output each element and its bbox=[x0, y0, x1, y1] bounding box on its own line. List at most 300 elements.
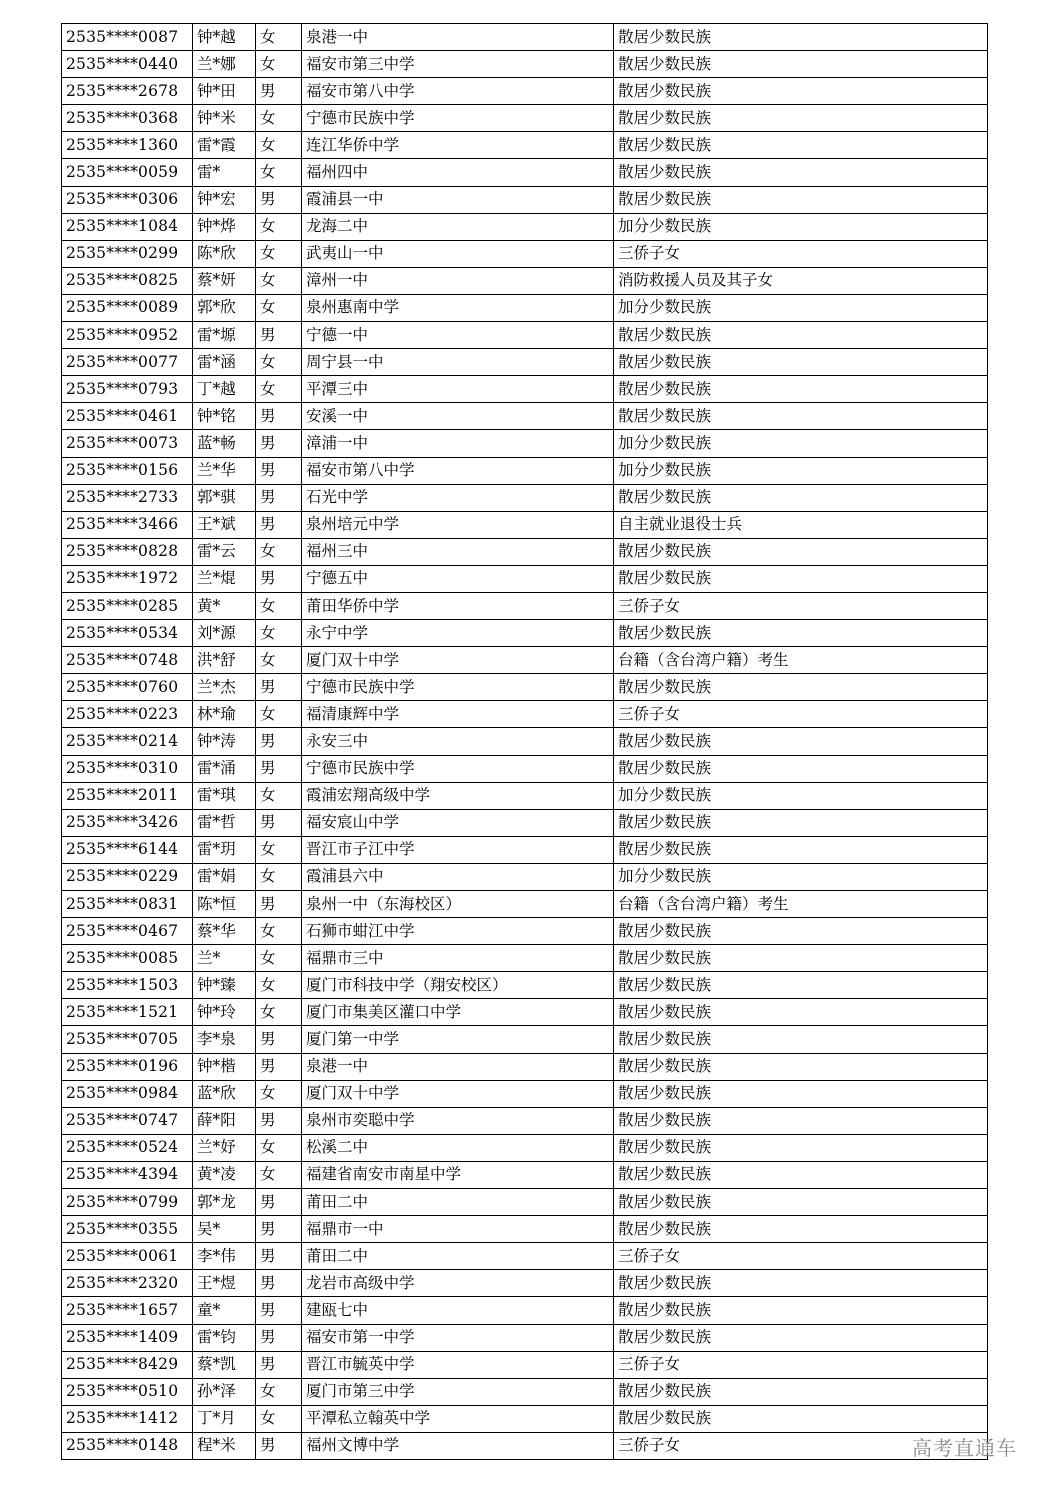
category-cell: 散居少数民族 bbox=[614, 945, 988, 972]
student-name-cell: 王*斌 bbox=[193, 511, 256, 538]
category-cell: 三侨子女 bbox=[614, 592, 988, 619]
gender-cell: 女 bbox=[256, 349, 302, 376]
exam-id-cell: 2535****0705 bbox=[62, 1026, 193, 1053]
student-name-cell: 郭*骐 bbox=[193, 484, 256, 511]
exam-id-cell: 2535****1409 bbox=[62, 1324, 193, 1351]
exam-id-cell: 2535****0984 bbox=[62, 1080, 193, 1107]
student-name-cell: 钟*烨 bbox=[193, 213, 256, 240]
student-name-cell: 钟*铭 bbox=[193, 403, 256, 430]
gender-cell: 女 bbox=[256, 159, 302, 186]
exam-id-cell: 2535****2733 bbox=[62, 484, 193, 511]
gender-cell: 女 bbox=[256, 592, 302, 619]
exam-id-cell: 2535****0196 bbox=[62, 1053, 193, 1080]
school-cell: 福州文博中学 bbox=[302, 1432, 614, 1459]
gender-cell: 男 bbox=[256, 322, 302, 349]
gender-cell: 女 bbox=[256, 376, 302, 403]
table-row bbox=[62, 674, 988, 701]
student-name-cell: 兰*焜 bbox=[193, 565, 256, 592]
school-cell: 泉港一中 bbox=[302, 1053, 614, 1080]
category-cell: 散居少数民族 bbox=[614, 1270, 988, 1297]
student-name-cell: 李*泉 bbox=[193, 1026, 256, 1053]
exam-id-cell: 2535****0760 bbox=[62, 674, 193, 701]
exam-id-cell: 2535****0077 bbox=[62, 349, 193, 376]
exam-id-cell: 2535****0310 bbox=[62, 755, 193, 782]
category-cell: 三侨子女 bbox=[614, 1432, 988, 1459]
table-row bbox=[62, 78, 988, 105]
school-cell: 晋江市子江中学 bbox=[302, 836, 614, 863]
watermark-text: 高考直通车 bbox=[912, 1436, 1017, 1460]
table-row bbox=[62, 1351, 988, 1378]
gender-cell: 男 bbox=[256, 1270, 302, 1297]
category-cell: 散居少数民族 bbox=[614, 620, 988, 647]
school-cell: 泉州市奕聪中学 bbox=[302, 1107, 614, 1134]
table-row bbox=[62, 1270, 988, 1297]
table-row bbox=[62, 1107, 988, 1134]
category-cell: 加分少数民族 bbox=[614, 213, 988, 240]
student-name-cell: 陈*恒 bbox=[193, 891, 256, 918]
table-row bbox=[62, 701, 988, 728]
gender-cell: 男 bbox=[256, 755, 302, 782]
category-cell: 散居少数民族 bbox=[614, 376, 988, 403]
student-name-cell: 钟*田 bbox=[193, 78, 256, 105]
table-row bbox=[62, 1297, 988, 1324]
category-cell: 台籍（含台湾户籍）考生 bbox=[614, 891, 988, 918]
category-cell: 散居少数民族 bbox=[614, 78, 988, 105]
gender-cell: 男 bbox=[256, 1243, 302, 1270]
table-row bbox=[62, 1405, 988, 1432]
table-row bbox=[62, 1216, 988, 1243]
student-name-cell: 雷*塬 bbox=[193, 322, 256, 349]
exam-id-cell: 2535****1521 bbox=[62, 999, 193, 1026]
category-cell: 三侨子女 bbox=[614, 1351, 988, 1378]
exam-id-cell: 2535****0087 bbox=[62, 24, 193, 51]
school-cell: 漳州一中 bbox=[302, 267, 614, 294]
gender-cell: 男 bbox=[256, 1432, 302, 1459]
student-name-cell: 兰*华 bbox=[193, 457, 256, 484]
student-name-cell: 钟*臻 bbox=[193, 972, 256, 999]
exam-id-cell: 2535****1657 bbox=[62, 1297, 193, 1324]
exam-id-cell: 2535****0467 bbox=[62, 918, 193, 945]
student-name-cell: 蔡*妍 bbox=[193, 267, 256, 294]
student-name-cell: 钟*越 bbox=[193, 24, 256, 51]
exam-id-cell: 2535****0223 bbox=[62, 701, 193, 728]
gender-cell: 女 bbox=[256, 782, 302, 809]
gender-cell: 男 bbox=[256, 457, 302, 484]
school-cell: 福州三中 bbox=[302, 538, 614, 565]
school-cell: 宁德市民族中学 bbox=[302, 105, 614, 132]
student-name-cell: 雷* bbox=[193, 159, 256, 186]
category-cell: 散居少数民族 bbox=[614, 1161, 988, 1188]
exam-id-cell: 2535****0285 bbox=[62, 592, 193, 619]
table-row bbox=[62, 294, 988, 321]
school-cell: 泉州惠南中学 bbox=[302, 294, 614, 321]
student-name-cell: 薛*阳 bbox=[193, 1107, 256, 1134]
school-cell: 厦门市科技中学（翔安校区） bbox=[302, 972, 614, 999]
school-cell: 连江华侨中学 bbox=[302, 132, 614, 159]
student-name-cell: 蓝*欣 bbox=[193, 1080, 256, 1107]
school-cell: 漳浦一中 bbox=[302, 430, 614, 457]
category-cell: 散居少数民族 bbox=[614, 755, 988, 782]
table-row bbox=[62, 1324, 988, 1351]
table-row bbox=[62, 999, 988, 1026]
category-cell: 散居少数民族 bbox=[614, 1134, 988, 1161]
exam-id-cell: 2535****1972 bbox=[62, 565, 193, 592]
category-cell: 散居少数民族 bbox=[614, 728, 988, 755]
table-row bbox=[62, 457, 988, 484]
exam-id-cell: 2535****6144 bbox=[62, 836, 193, 863]
exam-id-cell: 2535****0828 bbox=[62, 538, 193, 565]
exam-id-cell: 2535****0073 bbox=[62, 430, 193, 457]
student-name-cell: 雷*玥 bbox=[193, 836, 256, 863]
table-row bbox=[62, 1026, 988, 1053]
exam-id-cell: 2535****0799 bbox=[62, 1189, 193, 1216]
exam-id-cell: 2535****0440 bbox=[62, 51, 193, 78]
exam-id-cell: 2535****1503 bbox=[62, 972, 193, 999]
category-cell: 散居少数民族 bbox=[614, 538, 988, 565]
category-cell: 散居少数民族 bbox=[614, 349, 988, 376]
school-cell: 平潭私立翰英中学 bbox=[302, 1405, 614, 1432]
exam-id-cell: 2535****1084 bbox=[62, 213, 193, 240]
category-cell: 散居少数民族 bbox=[614, 1216, 988, 1243]
category-cell: 散居少数民族 bbox=[614, 1405, 988, 1432]
school-cell: 厦门市集美区灌口中学 bbox=[302, 999, 614, 1026]
exam-id-cell: 2535****8429 bbox=[62, 1351, 193, 1378]
student-name-cell: 洪*舒 bbox=[193, 647, 256, 674]
exam-id-cell: 2535****0952 bbox=[62, 322, 193, 349]
category-cell: 散居少数民族 bbox=[614, 836, 988, 863]
gender-cell: 女 bbox=[256, 51, 302, 78]
student-name-cell: 兰*娜 bbox=[193, 51, 256, 78]
student-name-cell: 陈*欣 bbox=[193, 240, 256, 267]
exam-id-cell: 2535****0831 bbox=[62, 891, 193, 918]
school-cell: 福安市第八中学 bbox=[302, 78, 614, 105]
school-cell: 厦门双十中学 bbox=[302, 1080, 614, 1107]
table-row bbox=[62, 1378, 988, 1405]
gender-cell: 女 bbox=[256, 132, 302, 159]
category-cell: 散居少数民族 bbox=[614, 972, 988, 999]
school-cell: 永宁中学 bbox=[302, 620, 614, 647]
category-cell: 三侨子女 bbox=[614, 1243, 988, 1270]
school-cell: 宁德市民族中学 bbox=[302, 674, 614, 701]
table-row bbox=[62, 105, 988, 132]
category-cell: 散居少数民族 bbox=[614, 1297, 988, 1324]
student-name-cell: 兰*杰 bbox=[193, 674, 256, 701]
table-row bbox=[62, 755, 988, 782]
gender-cell: 男 bbox=[256, 511, 302, 538]
gender-cell: 男 bbox=[256, 1324, 302, 1351]
gender-cell: 女 bbox=[256, 213, 302, 240]
category-cell: 台籍（含台湾户籍）考生 bbox=[614, 647, 988, 674]
exam-id-cell: 2535****0061 bbox=[62, 1243, 193, 1270]
student-name-cell: 雷*云 bbox=[193, 538, 256, 565]
gender-cell: 女 bbox=[256, 1378, 302, 1405]
gender-cell: 男 bbox=[256, 891, 302, 918]
table-row bbox=[62, 1053, 988, 1080]
exam-id-cell: 2535****2011 bbox=[62, 782, 193, 809]
gender-cell: 女 bbox=[256, 1405, 302, 1432]
table-row bbox=[62, 863, 988, 890]
table-row bbox=[62, 159, 988, 186]
category-cell: 散居少数民族 bbox=[614, 565, 988, 592]
table-row bbox=[62, 918, 988, 945]
student-name-cell: 雷*钧 bbox=[193, 1324, 256, 1351]
student-name-cell: 雷*琪 bbox=[193, 782, 256, 809]
student-name-cell: 郭*龙 bbox=[193, 1189, 256, 1216]
student-roster-table bbox=[61, 23, 988, 1460]
exam-id-cell: 2535****0461 bbox=[62, 403, 193, 430]
exam-id-cell: 2535****0524 bbox=[62, 1134, 193, 1161]
gender-cell: 女 bbox=[256, 918, 302, 945]
category-cell: 散居少数民族 bbox=[614, 403, 988, 430]
gender-cell: 男 bbox=[256, 186, 302, 213]
gender-cell: 女 bbox=[256, 1161, 302, 1188]
exam-id-cell: 2535****0299 bbox=[62, 240, 193, 267]
category-cell: 散居少数民族 bbox=[614, 1053, 988, 1080]
school-cell: 福安市第八中学 bbox=[302, 457, 614, 484]
school-cell: 莆田华侨中学 bbox=[302, 592, 614, 619]
exam-id-cell: 2535****0148 bbox=[62, 1432, 193, 1459]
gender-cell: 女 bbox=[256, 972, 302, 999]
school-cell: 霞浦宏翔高级中学 bbox=[302, 782, 614, 809]
table-row bbox=[62, 403, 988, 430]
gender-cell: 女 bbox=[256, 863, 302, 890]
school-cell: 武夷山一中 bbox=[302, 240, 614, 267]
table-row bbox=[62, 1161, 988, 1188]
category-cell: 加分少数民族 bbox=[614, 457, 988, 484]
student-name-cell: 兰* bbox=[193, 945, 256, 972]
category-cell: 散居少数民族 bbox=[614, 132, 988, 159]
exam-id-cell: 2535****2320 bbox=[62, 1270, 193, 1297]
school-cell: 晋江市毓英中学 bbox=[302, 1351, 614, 1378]
student-name-cell: 钟*玲 bbox=[193, 999, 256, 1026]
student-name-cell: 吴* bbox=[193, 1216, 256, 1243]
school-cell: 周宁县一中 bbox=[302, 349, 614, 376]
school-cell: 福鼎市三中 bbox=[302, 945, 614, 972]
category-cell: 散居少数民族 bbox=[614, 484, 988, 511]
category-cell: 消防救援人员及其子女 bbox=[614, 267, 988, 294]
roster-body bbox=[62, 24, 988, 1460]
category-cell: 散居少数民族 bbox=[614, 105, 988, 132]
exam-id-cell: 2535****1412 bbox=[62, 1405, 193, 1432]
gender-cell: 女 bbox=[256, 267, 302, 294]
gender-cell: 男 bbox=[256, 1026, 302, 1053]
student-name-cell: 雷*娟 bbox=[193, 863, 256, 890]
table-row bbox=[62, 620, 988, 647]
gender-cell: 女 bbox=[256, 105, 302, 132]
exam-id-cell: 2535****4394 bbox=[62, 1161, 193, 1188]
table-row bbox=[62, 647, 988, 674]
category-cell: 散居少数民族 bbox=[614, 1324, 988, 1351]
student-name-cell: 蓝*畅 bbox=[193, 430, 256, 457]
exam-id-cell: 2535****0214 bbox=[62, 728, 193, 755]
table-row bbox=[62, 24, 988, 51]
table-row bbox=[62, 1189, 988, 1216]
exam-id-cell: 2535****0825 bbox=[62, 267, 193, 294]
school-cell: 龙岩市高级中学 bbox=[302, 1270, 614, 1297]
gender-cell: 男 bbox=[256, 1351, 302, 1378]
table-row bbox=[62, 1080, 988, 1107]
table-row bbox=[62, 186, 988, 213]
table-row bbox=[62, 213, 988, 240]
gender-cell: 女 bbox=[256, 945, 302, 972]
gender-cell: 女 bbox=[256, 538, 302, 565]
gender-cell: 女 bbox=[256, 836, 302, 863]
student-name-cell: 孙*泽 bbox=[193, 1378, 256, 1405]
table-row bbox=[62, 132, 988, 159]
student-name-cell: 丁*月 bbox=[193, 1405, 256, 1432]
school-cell: 厦门双十中学 bbox=[302, 647, 614, 674]
school-cell: 建瓯七中 bbox=[302, 1297, 614, 1324]
exam-id-cell: 2535****0306 bbox=[62, 186, 193, 213]
category-cell: 散居少数民族 bbox=[614, 1080, 988, 1107]
student-name-cell: 黄* bbox=[193, 592, 256, 619]
school-cell: 安溪一中 bbox=[302, 403, 614, 430]
exam-id-cell: 2535****0534 bbox=[62, 620, 193, 647]
category-cell: 三侨子女 bbox=[614, 240, 988, 267]
gender-cell: 男 bbox=[256, 403, 302, 430]
gender-cell: 男 bbox=[256, 1107, 302, 1134]
student-name-cell: 钟*楷 bbox=[193, 1053, 256, 1080]
table-row bbox=[62, 592, 988, 619]
table-row bbox=[62, 538, 988, 565]
gender-cell: 男 bbox=[256, 1216, 302, 1243]
table-row bbox=[62, 565, 988, 592]
table-row bbox=[62, 267, 988, 294]
school-cell: 宁德五中 bbox=[302, 565, 614, 592]
student-name-cell: 王*煜 bbox=[193, 1270, 256, 1297]
category-cell: 散居少数民族 bbox=[614, 809, 988, 836]
gender-cell: 女 bbox=[256, 24, 302, 51]
category-cell: 散居少数民族 bbox=[614, 322, 988, 349]
school-cell: 福州四中 bbox=[302, 159, 614, 186]
exam-id-cell: 2535****3466 bbox=[62, 511, 193, 538]
exam-id-cell: 2535****0156 bbox=[62, 457, 193, 484]
category-cell: 散居少数民族 bbox=[614, 186, 988, 213]
school-cell: 永安三中 bbox=[302, 728, 614, 755]
gender-cell: 男 bbox=[256, 674, 302, 701]
gender-cell: 女 bbox=[256, 620, 302, 647]
table-row bbox=[62, 1432, 988, 1459]
student-name-cell: 钟*涛 bbox=[193, 728, 256, 755]
table-row bbox=[62, 51, 988, 78]
gender-cell: 女 bbox=[256, 1134, 302, 1161]
school-cell: 福清康辉中学 bbox=[302, 701, 614, 728]
school-cell: 泉港一中 bbox=[302, 24, 614, 51]
school-cell: 泉州培元中学 bbox=[302, 511, 614, 538]
student-name-cell: 郭*欣 bbox=[193, 294, 256, 321]
table-row bbox=[62, 430, 988, 457]
exam-id-cell: 2535****1360 bbox=[62, 132, 193, 159]
exam-id-cell: 2535****3426 bbox=[62, 809, 193, 836]
student-name-cell: 童* bbox=[193, 1297, 256, 1324]
category-cell: 散居少数民族 bbox=[614, 999, 988, 1026]
gender-cell: 男 bbox=[256, 1189, 302, 1216]
category-cell: 三侨子女 bbox=[614, 701, 988, 728]
school-cell: 福鼎市一中 bbox=[302, 1216, 614, 1243]
table-row bbox=[62, 836, 988, 863]
gender-cell: 女 bbox=[256, 1080, 302, 1107]
gender-cell: 男 bbox=[256, 1297, 302, 1324]
student-name-cell: 蔡*华 bbox=[193, 918, 256, 945]
student-name-cell: 丁*越 bbox=[193, 376, 256, 403]
school-cell: 莆田二中 bbox=[302, 1189, 614, 1216]
exam-id-cell: 2535****0355 bbox=[62, 1216, 193, 1243]
gender-cell: 男 bbox=[256, 1053, 302, 1080]
exam-id-cell: 2535****0059 bbox=[62, 159, 193, 186]
student-name-cell: 林*瑜 bbox=[193, 701, 256, 728]
gender-cell: 女 bbox=[256, 999, 302, 1026]
table-row bbox=[62, 809, 988, 836]
exam-id-cell: 2535****0089 bbox=[62, 294, 193, 321]
school-cell: 霞浦县六中 bbox=[302, 863, 614, 890]
gender-cell: 女 bbox=[256, 294, 302, 321]
category-cell: 散居少数民族 bbox=[614, 24, 988, 51]
school-cell: 厦门市第三中学 bbox=[302, 1378, 614, 1405]
gender-cell: 男 bbox=[256, 484, 302, 511]
category-cell: 加分少数民族 bbox=[614, 294, 988, 321]
school-cell: 厦门第一中学 bbox=[302, 1026, 614, 1053]
school-cell: 平潭三中 bbox=[302, 376, 614, 403]
table-row bbox=[62, 1243, 988, 1270]
category-cell: 加分少数民族 bbox=[614, 430, 988, 457]
category-cell: 散居少数民族 bbox=[614, 1026, 988, 1053]
exam-id-cell: 2535****0368 bbox=[62, 105, 193, 132]
table-row bbox=[62, 376, 988, 403]
table-row bbox=[62, 945, 988, 972]
category-cell: 散居少数民族 bbox=[614, 1189, 988, 1216]
table-row bbox=[62, 322, 988, 349]
student-name-cell: 钟*宏 bbox=[193, 186, 256, 213]
exam-id-cell: 2535****0085 bbox=[62, 945, 193, 972]
school-cell: 福安市第三中学 bbox=[302, 51, 614, 78]
student-name-cell: 程*米 bbox=[193, 1432, 256, 1459]
table-row bbox=[62, 484, 988, 511]
exam-id-cell: 2535****2678 bbox=[62, 78, 193, 105]
table-row bbox=[62, 891, 988, 918]
exam-id-cell: 2535****0748 bbox=[62, 647, 193, 674]
table-row bbox=[62, 349, 988, 376]
student-name-cell: 蔡*凯 bbox=[193, 1351, 256, 1378]
gender-cell: 女 bbox=[256, 647, 302, 674]
category-cell: 散居少数民族 bbox=[614, 159, 988, 186]
student-name-cell: 雷*涵 bbox=[193, 349, 256, 376]
table-row bbox=[62, 240, 988, 267]
exam-id-cell: 2535****0793 bbox=[62, 376, 193, 403]
student-name-cell: 黄*凌 bbox=[193, 1161, 256, 1188]
student-name-cell: 雷*涌 bbox=[193, 755, 256, 782]
category-cell: 散居少数民族 bbox=[614, 1378, 988, 1405]
table-row bbox=[62, 511, 988, 538]
gender-cell: 男 bbox=[256, 430, 302, 457]
category-cell: 散居少数民族 bbox=[614, 674, 988, 701]
school-cell: 松溪二中 bbox=[302, 1134, 614, 1161]
student-name-cell: 刘*源 bbox=[193, 620, 256, 647]
school-cell: 福建省南安市南星中学 bbox=[302, 1161, 614, 1188]
school-cell: 福安宸山中学 bbox=[302, 809, 614, 836]
school-cell: 霞浦县一中 bbox=[302, 186, 614, 213]
school-cell: 宁德一中 bbox=[302, 322, 614, 349]
exam-id-cell: 2535****0229 bbox=[62, 863, 193, 890]
school-cell: 宁德市民族中学 bbox=[302, 755, 614, 782]
exam-id-cell: 2535****0747 bbox=[62, 1107, 193, 1134]
student-name-cell: 雷*霞 bbox=[193, 132, 256, 159]
table-row bbox=[62, 728, 988, 755]
school-cell: 福安市第一中学 bbox=[302, 1324, 614, 1351]
gender-cell: 男 bbox=[256, 78, 302, 105]
school-cell: 龙海二中 bbox=[302, 213, 614, 240]
category-cell: 散居少数民族 bbox=[614, 51, 988, 78]
school-cell: 石狮市蚶江中学 bbox=[302, 918, 614, 945]
